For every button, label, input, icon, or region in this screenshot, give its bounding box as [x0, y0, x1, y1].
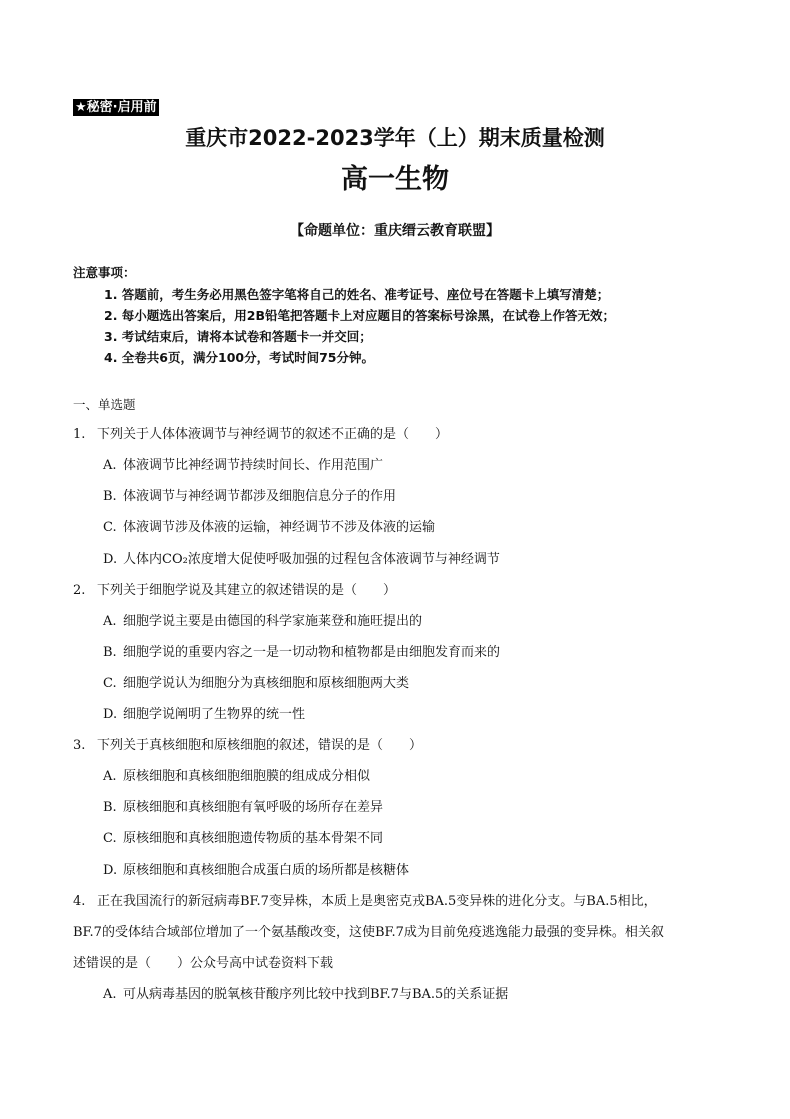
question-1-option-a [103, 457, 383, 475]
question-3-stem [73, 737, 422, 755]
note-item-1: 1. 答题前，考生务必用黑色签字笔将自己的姓名、准考证号、座位号在答题卡上填写清楚； [104, 287, 610, 302]
option-letter: D. [103, 707, 118, 722]
option-letter: B. [103, 645, 117, 660]
note-item-4: 4. 全卷共6页，满分100分，考试时间75分钟。 [104, 350, 374, 365]
question-1-option-c [103, 519, 435, 537]
question-2-option-c [103, 675, 409, 693]
option-text: 体液调节涉及体液的运输，神经调节不涉及体液的运输 [123, 520, 436, 535]
question-4-line-1 [73, 893, 657, 911]
option-letter: B. [103, 489, 117, 504]
question-3-option-a [103, 768, 370, 786]
option-letter: A. [103, 987, 117, 1002]
question-number: 4. [73, 894, 86, 909]
option-text: 细胞学说认为细胞分为真核细胞和原核细胞两大类 [123, 676, 410, 691]
question-4-line-3: 述错误的是（ ）公众号高中试卷资料下载 [73, 956, 334, 971]
option-text: 细胞学说阐明了生物界的统一性 [123, 707, 306, 722]
option-text: 细胞学说主要是由德国的科学家施莱登和施旺提出的 [123, 614, 423, 629]
option-letter: C. [103, 831, 117, 846]
option-text: 原核细胞和真核细胞遗传物质的基本骨架不同 [123, 831, 384, 846]
option-letter: D. [103, 863, 118, 878]
question-2-stem [73, 582, 396, 600]
question-text: 正在我国流行的新冠病毒BF.7变异株，本质上是奥密克戎BA.5变异株的进化分支。与BA.5相比， [97, 894, 657, 909]
option-text: 原核细胞和真核细胞合成蛋白质的场所都是核糖体 [123, 863, 410, 878]
section-heading: 一、单选题 [73, 397, 136, 412]
question-3-option-b [103, 799, 383, 817]
question-text: 下列关于人体体液调节与神经调节的叙述不正确的是（ ） [97, 427, 449, 442]
question-text: 下列关于细胞学说及其建立的叙述错误的是（ ） [97, 583, 397, 598]
note-item-3: 3. 考试结束后，请将本试卷和答题卡一并交回； [104, 329, 372, 344]
note-item-2: 2. 每小题选出答案后，用2B铅笔把答题卡上对应题目的答案标号涂黑，在试卷上作答无效； [104, 308, 616, 323]
question-text: 下列关于真核细胞和原核细胞的叙述，错误的是（ ） [97, 738, 423, 753]
option-text: 体液调节与神经调节都涉及细胞信息分子的作用 [123, 489, 397, 504]
option-letter: A. [103, 769, 117, 784]
question-4-line-2: BF.7的受体结合域部位增加了一个氨基酸改变，这使BF.7成为目前免疫逃逸能力最强的变异株。相关叙 [73, 925, 664, 940]
question-2-option-d [103, 706, 305, 724]
question-1-option-b [103, 488, 396, 506]
question-3-option-c [103, 830, 383, 848]
option-letter: A. [103, 458, 117, 473]
option-letter: A. [103, 614, 117, 629]
option-letter: C. [103, 676, 117, 691]
option-text: 可从病毒基因的脱氧核苷酸序列比较中找到BF.7与BA.5的关系证据 [123, 987, 509, 1002]
option-text: 人体内CO₂浓度增大促使呼吸加强的过程包含体液调节与神经调节 [123, 552, 500, 567]
question-3-option-d [103, 862, 409, 880]
option-letter: D. [103, 552, 118, 567]
question-number: 2. [73, 583, 86, 598]
issuing-unit: 【命题单位：重庆缙云教育联盟】 [290, 223, 500, 239]
question-1-option-d [103, 551, 500, 569]
option-text: 细胞学说的重要内容之一是一切动物和植物都是由细胞发育而来的 [123, 645, 501, 660]
question-2-option-a [103, 613, 422, 631]
question-1-stem [73, 426, 448, 444]
option-letter: C. [103, 520, 117, 535]
option-letter: B. [103, 800, 117, 815]
question-4-option-a [103, 986, 508, 1004]
question-number: 1. [73, 427, 86, 442]
option-text: 原核细胞和真核细胞细胞膜的组成成分相似 [123, 769, 371, 784]
secret-label: ★秘密·启用前 [75, 100, 157, 115]
exam-title: 重庆市2022-2023学年（上）期末质量检测 [185, 126, 605, 150]
question-2-option-b [103, 644, 500, 662]
question-number: 3. [73, 738, 86, 753]
notes-heading: 注意事项： [73, 265, 136, 280]
option-text: 体液调节比神经调节持续时间长、作用范围广 [123, 458, 384, 473]
subject-title: 高一生物 [341, 164, 449, 195]
option-text: 原核细胞和真核细胞有氧呼吸的场所存在差异 [123, 800, 384, 815]
